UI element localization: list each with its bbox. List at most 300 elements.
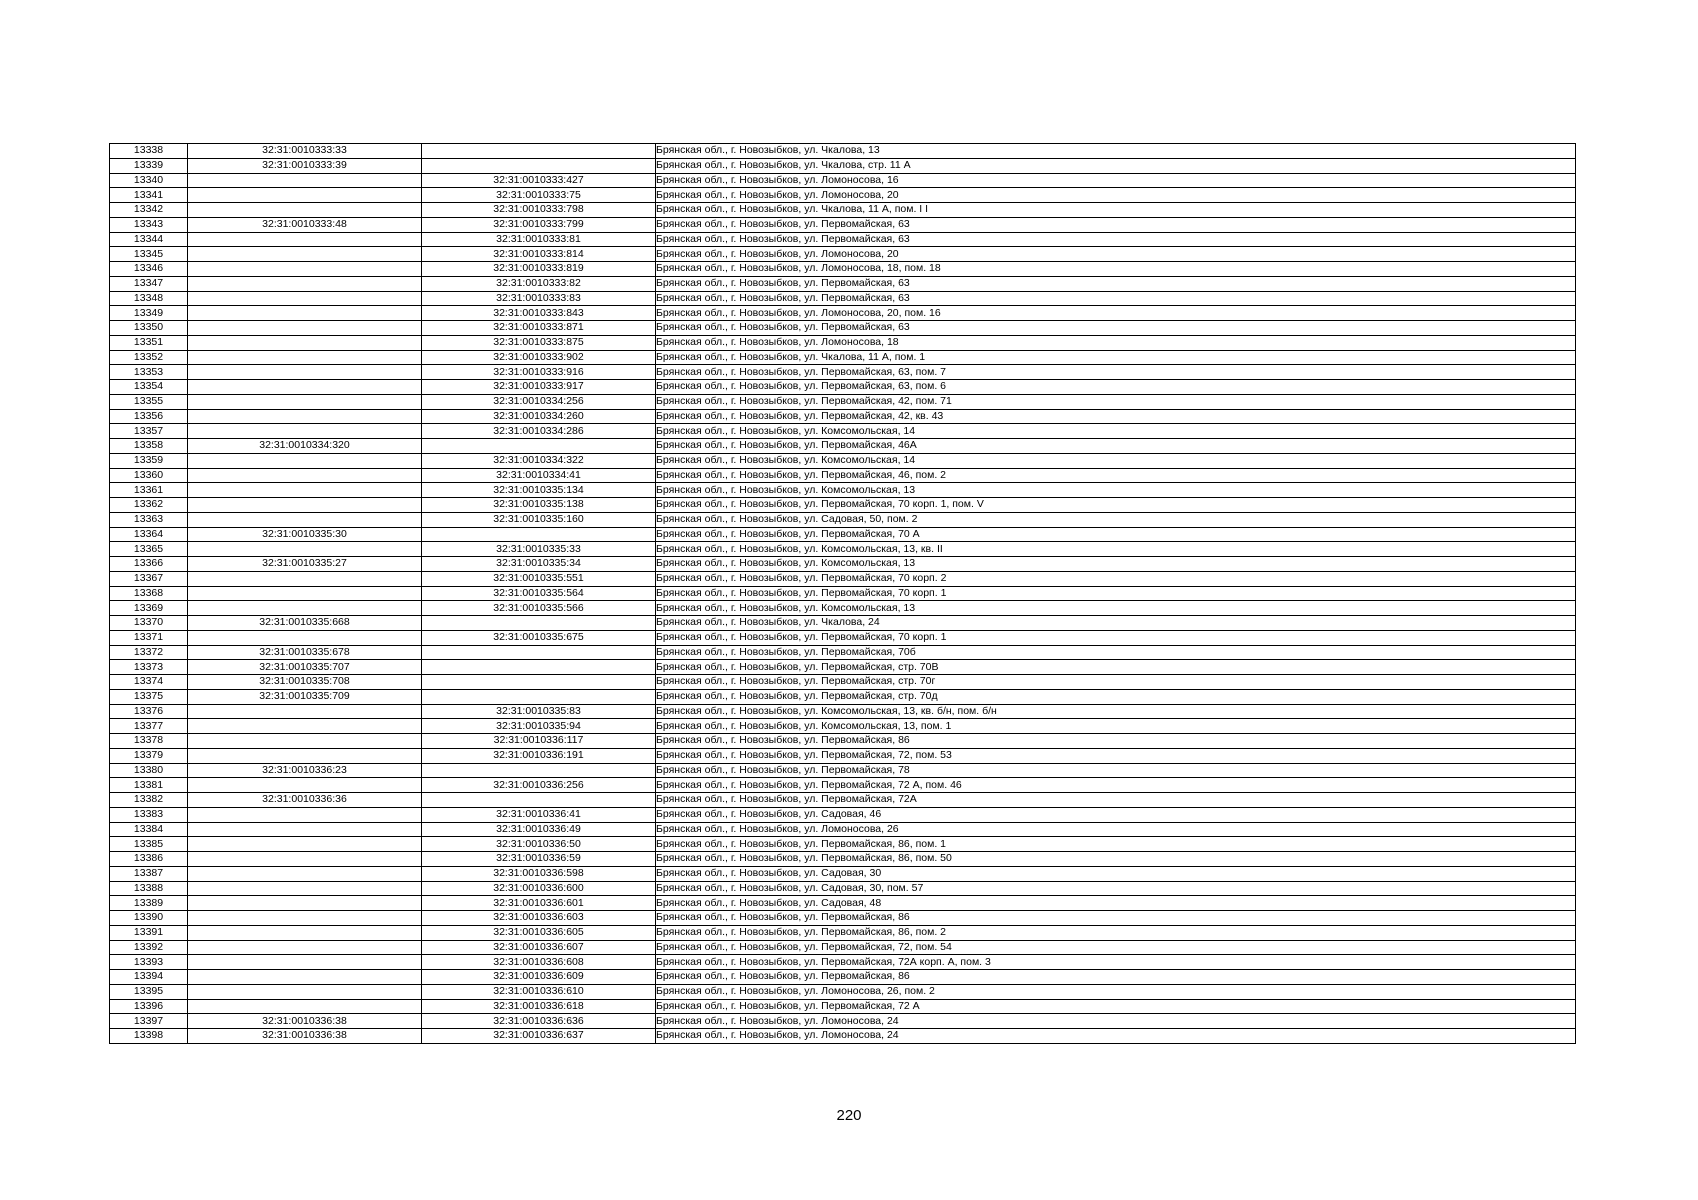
table-row [110, 321, 1576, 336]
object-cadastral-number-cell: 32:31:0010336:598 [422, 866, 656, 881]
object-cadastral-number-cell: 32:31:0010333:917 [422, 380, 656, 395]
row-number-cell: 13366 [110, 557, 188, 572]
page-number: 220 [836, 1107, 862, 1124]
table-row [110, 203, 1576, 218]
row-number-cell: 13388 [110, 881, 188, 896]
address-cell: Брянская обл., г. Новозыбков, ул. Чкалова, 24 [656, 616, 1576, 631]
row-number-cell: 13376 [110, 704, 188, 719]
row-number-cell: 13395 [110, 984, 188, 999]
row-number-cell: 13347 [110, 276, 188, 291]
address-cell: Брянская обл., г. Новозыбков, ул. Ломоносова, 18 [656, 335, 1576, 350]
cadastral-number-cell [188, 866, 422, 881]
address-cell: Брянская обл., г. Новозыбков, ул. Первомайская, 72А [656, 793, 1576, 808]
object-cadastral-number-cell [422, 675, 656, 690]
cadastral-number-cell [188, 940, 422, 955]
address-cell: Брянская обл., г. Новозыбков, ул. Первомайская, 63 [656, 232, 1576, 247]
object-cadastral-number-cell: 32:31:0010333:871 [422, 321, 656, 336]
object-cadastral-number-cell: 32:31:0010336:618 [422, 999, 656, 1014]
object-cadastral-number-cell: 32:31:0010335:138 [422, 498, 656, 513]
object-cadastral-number-cell: 32:31:0010333:81 [422, 232, 656, 247]
object-cadastral-number-cell: 32:31:0010336:117 [422, 734, 656, 749]
address-cell: Брянская обл., г. Новозыбков, ул. Чкалова, 11 А, пом. 1 [656, 350, 1576, 365]
cadastral-number-cell [188, 586, 422, 601]
table-row [110, 557, 1576, 572]
cadastral-number-cell [188, 409, 422, 424]
address-cell: Брянская обл., г. Новозыбков, ул. Первомайская, 70б [656, 645, 1576, 660]
row-number-cell: 13344 [110, 232, 188, 247]
row-number-cell: 13378 [110, 734, 188, 749]
table-row [110, 144, 1576, 159]
object-cadastral-number-cell: 32:31:0010335:160 [422, 512, 656, 527]
address-cell: Брянская обл., г. Новозыбков, ул. Первомайская, 72А корп. А, пом. 3 [656, 955, 1576, 970]
table-row [110, 645, 1576, 660]
row-number-cell: 13379 [110, 748, 188, 763]
table-row [110, 453, 1576, 468]
object-cadastral-number-cell: 32:31:0010333:75 [422, 188, 656, 203]
cadastral-number-cell [188, 911, 422, 926]
object-cadastral-number-cell: 32:31:0010335:551 [422, 571, 656, 586]
table-row [110, 483, 1576, 498]
row-number-cell: 13353 [110, 365, 188, 380]
row-number-cell: 13387 [110, 866, 188, 881]
object-cadastral-number-cell: 32:31:0010336:49 [422, 822, 656, 837]
row-number-cell: 13363 [110, 512, 188, 527]
row-number-cell: 13383 [110, 807, 188, 822]
object-cadastral-number-cell: 32:31:0010335:566 [422, 601, 656, 616]
row-number-cell: 13396 [110, 999, 188, 1014]
registry-table-body [110, 144, 1576, 1044]
table-row [110, 542, 1576, 557]
cadastral-number-cell [188, 453, 422, 468]
row-number-cell: 13351 [110, 335, 188, 350]
cadastral-number-cell: 32:31:0010335:30 [188, 527, 422, 542]
table-row [110, 630, 1576, 645]
cadastral-number-cell: 32:31:0010335:708 [188, 675, 422, 690]
table-row [110, 424, 1576, 439]
cadastral-number-cell [188, 852, 422, 867]
table-row [110, 911, 1576, 926]
cadastral-number-cell [188, 999, 422, 1014]
cadastral-number-cell [188, 424, 422, 439]
table-row [110, 660, 1576, 675]
object-cadastral-number-cell: 32:31:0010336:256 [422, 778, 656, 793]
address-cell: Брянская обл., г. Новозыбков, ул. Комсомольская, 13 [656, 601, 1576, 616]
row-number-cell: 13360 [110, 468, 188, 483]
cadastral-number-cell: 32:31:0010335:678 [188, 645, 422, 660]
row-number-cell: 13349 [110, 306, 188, 321]
table-row [110, 1029, 1576, 1044]
cadastral-number-cell [188, 247, 422, 262]
table-row [110, 409, 1576, 424]
object-cadastral-number-cell: 32:31:0010336:603 [422, 911, 656, 926]
row-number-cell: 13397 [110, 1014, 188, 1029]
cadastral-number-cell [188, 306, 422, 321]
object-cadastral-number-cell: 32:31:0010333:902 [422, 350, 656, 365]
address-cell: Брянская обл., г. Новозыбков, ул. Комсомольская, 13 [656, 483, 1576, 498]
address-cell: Брянская обл., г. Новозыбков, ул. Первомайская, стр. 70г [656, 675, 1576, 690]
table-row [110, 335, 1576, 350]
table-row [110, 616, 1576, 631]
object-cadastral-number-cell [422, 527, 656, 542]
object-cadastral-number-cell: 32:31:0010336:41 [422, 807, 656, 822]
address-cell: Брянская обл., г. Новозыбков, ул. Комсомольская, 14 [656, 424, 1576, 439]
address-cell: Брянская обл., г. Новозыбков, ул. Первомайская, 63 [656, 276, 1576, 291]
table-row [110, 380, 1576, 395]
address-cell: Брянская обл., г. Новозыбков, ул. Ломоносова, 26, пом. 2 [656, 984, 1576, 999]
object-cadastral-number-cell: 32:31:0010336:636 [422, 1014, 656, 1029]
row-number-cell: 13371 [110, 630, 188, 645]
row-number-cell: 13352 [110, 350, 188, 365]
address-cell: Брянская обл., г. Новозыбков, ул. Ломоносова, 26 [656, 822, 1576, 837]
object-cadastral-number-cell [422, 660, 656, 675]
cadastral-number-cell: 32:31:0010335:707 [188, 660, 422, 675]
object-cadastral-number-cell: 32:31:0010336:610 [422, 984, 656, 999]
table-row [110, 276, 1576, 291]
object-cadastral-number-cell: 32:31:0010336:605 [422, 925, 656, 940]
object-cadastral-number-cell: 32:31:0010336:191 [422, 748, 656, 763]
object-cadastral-number-cell: 32:31:0010333:814 [422, 247, 656, 262]
table-row [110, 247, 1576, 262]
object-cadastral-number-cell: 32:31:0010335:675 [422, 630, 656, 645]
cadastral-number-cell [188, 822, 422, 837]
table-row [110, 571, 1576, 586]
cadastral-number-cell [188, 970, 422, 985]
row-number-cell: 13398 [110, 1029, 188, 1044]
row-number-cell: 13350 [110, 321, 188, 336]
object-cadastral-number-cell: 32:31:0010333:799 [422, 217, 656, 232]
table-row [110, 999, 1576, 1014]
address-cell: Брянская обл., г. Новозыбков, ул. Первомайская, 70 корп. 2 [656, 571, 1576, 586]
object-cadastral-number-cell: 32:31:0010334:322 [422, 453, 656, 468]
address-cell: Брянская обл., г. Новозыбков, ул. Первомайская, 86 [656, 911, 1576, 926]
table-row [110, 350, 1576, 365]
address-cell: Брянская обл., г. Новозыбков, ул. Ломоносова, 24 [656, 1014, 1576, 1029]
address-cell: Брянская обл., г. Новозыбков, ул. Ломоносова, 20 [656, 188, 1576, 203]
row-number-cell: 13390 [110, 911, 188, 926]
object-cadastral-number-cell: 32:31:0010333:83 [422, 291, 656, 306]
object-cadastral-number-cell: 32:31:0010335:83 [422, 704, 656, 719]
object-cadastral-number-cell: 32:31:0010335:134 [422, 483, 656, 498]
cadastral-number-cell [188, 188, 422, 203]
row-number-cell: 13361 [110, 483, 188, 498]
address-cell: Брянская обл., г. Новозыбков, ул. Первомайская, 70 корп. 1 [656, 586, 1576, 601]
table-row [110, 1014, 1576, 1029]
object-cadastral-number-cell: 32:31:0010333:843 [422, 306, 656, 321]
cadastral-number-cell [188, 173, 422, 188]
address-cell: Брянская обл., г. Новозыбков, ул. Первомайская, 86, пом. 1 [656, 837, 1576, 852]
object-cadastral-number-cell: 32:31:0010336:50 [422, 837, 656, 852]
address-cell: Брянская обл., г. Новозыбков, ул. Первомайская, стр. 70В [656, 660, 1576, 675]
table-row [110, 173, 1576, 188]
row-number-cell: 13339 [110, 158, 188, 173]
table-row [110, 291, 1576, 306]
row-number-cell: 13358 [110, 439, 188, 454]
cadastral-number-cell [188, 925, 422, 940]
cadastral-number-cell [188, 601, 422, 616]
address-cell: Брянская обл., г. Новозыбков, ул. Первомайская, 63, пом. 6 [656, 380, 1576, 395]
cadastral-number-cell [188, 837, 422, 852]
address-cell: Брянская обл., г. Новозыбков, ул. Комсомольская, 13 [656, 557, 1576, 572]
address-cell: Брянская обл., г. Новозыбков, ул. Ломоносова, 16 [656, 173, 1576, 188]
object-cadastral-number-cell: 32:31:0010336:607 [422, 940, 656, 955]
row-number-cell: 13392 [110, 940, 188, 955]
cadastral-number-cell [188, 881, 422, 896]
address-cell: Брянская обл., г. Новозыбков, ул. Первомайская, 63 [656, 217, 1576, 232]
row-number-cell: 13368 [110, 586, 188, 601]
object-cadastral-number-cell: 32:31:0010334:256 [422, 394, 656, 409]
table-row [110, 262, 1576, 277]
cadastral-number-cell: 32:31:0010334:320 [188, 439, 422, 454]
cadastral-number-cell [188, 394, 422, 409]
address-cell: Брянская обл., г. Новозыбков, ул. Первомайская, 86 [656, 734, 1576, 749]
address-cell: Брянская обл., г. Новозыбков, ул. Садовая, 46 [656, 807, 1576, 822]
cadastral-number-cell: 32:31:0010335:668 [188, 616, 422, 631]
table-row [110, 881, 1576, 896]
cadastral-number-cell [188, 984, 422, 999]
cadastral-number-cell [188, 335, 422, 350]
object-cadastral-number-cell [422, 763, 656, 778]
object-cadastral-number-cell [422, 158, 656, 173]
row-number-cell: 13380 [110, 763, 188, 778]
object-cadastral-number-cell: 32:31:0010335:33 [422, 542, 656, 557]
object-cadastral-number-cell [422, 793, 656, 808]
row-number-cell: 13393 [110, 955, 188, 970]
row-number-cell: 13355 [110, 394, 188, 409]
object-cadastral-number-cell: 32:31:0010335:564 [422, 586, 656, 601]
object-cadastral-number-cell: 32:31:0010333:82 [422, 276, 656, 291]
cadastral-number-cell [188, 719, 422, 734]
address-cell: Брянская обл., г. Новозыбков, ул. Комсомольская, 13, пом. 1 [656, 719, 1576, 734]
row-number-cell: 13391 [110, 925, 188, 940]
object-cadastral-number-cell: 32:31:0010334:286 [422, 424, 656, 439]
row-number-cell: 13365 [110, 542, 188, 557]
row-number-cell: 13386 [110, 852, 188, 867]
row-number-cell: 13367 [110, 571, 188, 586]
object-cadastral-number-cell: 32:31:0010335:34 [422, 557, 656, 572]
address-cell: Брянская обл., г. Новозыбков, ул. Первомайская, 70 корп. 1, пом. V [656, 498, 1576, 513]
address-cell: Брянская обл., г. Новозыбков, ул. Первомайская, 42, пом. 71 [656, 394, 1576, 409]
table-row [110, 306, 1576, 321]
row-number-cell: 13381 [110, 778, 188, 793]
table-row [110, 232, 1576, 247]
table-row [110, 793, 1576, 808]
cadastral-number-cell: 32:31:0010336:36 [188, 793, 422, 808]
object-cadastral-number-cell: 32:31:0010333:819 [422, 262, 656, 277]
table-row [110, 852, 1576, 867]
address-cell: Брянская обл., г. Новозыбков, ул. Садовая, 50, пом. 2 [656, 512, 1576, 527]
address-cell: Брянская обл., г. Новозыбков, ул. Первомайская, 72 А [656, 999, 1576, 1014]
cadastral-number-cell [188, 321, 422, 336]
cadastral-number-cell [188, 468, 422, 483]
address-cell: Брянская обл., г. Новозыбков, ул. Садовая, 30 [656, 866, 1576, 881]
row-number-cell: 13377 [110, 719, 188, 734]
cadastral-number-cell [188, 483, 422, 498]
address-cell: Брянская обл., г. Новозыбков, ул. Ломоносова, 20, пом. 16 [656, 306, 1576, 321]
cadastral-number-cell [188, 365, 422, 380]
table-row [110, 748, 1576, 763]
row-number-cell: 13362 [110, 498, 188, 513]
address-cell: Брянская обл., г. Новозыбков, ул. Чкалова, 13 [656, 144, 1576, 159]
object-cadastral-number-cell: 32:31:0010333:798 [422, 203, 656, 218]
row-number-cell: 13340 [110, 173, 188, 188]
object-cadastral-number-cell: 32:31:0010334:41 [422, 468, 656, 483]
address-cell: Брянская обл., г. Новозыбков, ул. Первомайская, 72, пом. 53 [656, 748, 1576, 763]
cadastral-number-cell [188, 291, 422, 306]
table-row [110, 217, 1576, 232]
row-number-cell: 13364 [110, 527, 188, 542]
address-cell: Брянская обл., г. Новозыбков, ул. Чкалова, стр. 11 А [656, 158, 1576, 173]
table-row [110, 675, 1576, 690]
address-cell: Брянская обл., г. Новозыбков, ул. Комсомольская, 14 [656, 453, 1576, 468]
table-row [110, 866, 1576, 881]
object-cadastral-number-cell: 32:31:0010336:609 [422, 970, 656, 985]
row-number-cell: 13369 [110, 601, 188, 616]
cadastral-number-cell [188, 571, 422, 586]
address-cell: Брянская обл., г. Новозыбков, ул. Первомайская, 46, пом. 2 [656, 468, 1576, 483]
cadastral-number-cell [188, 955, 422, 970]
row-number-cell: 13394 [110, 970, 188, 985]
cadastral-number-cell [188, 380, 422, 395]
object-cadastral-number-cell [422, 439, 656, 454]
row-number-cell: 13382 [110, 793, 188, 808]
address-cell: Брянская обл., г. Новозыбков, ул. Первомайская, 70 А [656, 527, 1576, 542]
cadastral-number-cell: 32:31:0010333:39 [188, 158, 422, 173]
table-row [110, 689, 1576, 704]
table-row [110, 527, 1576, 542]
address-cell: Брянская обл., г. Новозыбков, ул. Ломоносова, 20 [656, 247, 1576, 262]
table-row [110, 439, 1576, 454]
table-row [110, 763, 1576, 778]
object-cadastral-number-cell: 32:31:0010336:59 [422, 852, 656, 867]
address-cell: Брянская обл., г. Новозыбков, ул. Садовая, 48 [656, 896, 1576, 911]
property-registry-table [109, 143, 1576, 1044]
row-number-cell: 13348 [110, 291, 188, 306]
cadastral-number-cell: 32:31:0010336:23 [188, 763, 422, 778]
row-number-cell: 13346 [110, 262, 188, 277]
address-cell: Брянская обл., г. Новозыбков, ул. Первомайская, 42, кв. 43 [656, 409, 1576, 424]
table-row [110, 778, 1576, 793]
row-number-cell: 13338 [110, 144, 188, 159]
address-cell: Брянская обл., г. Новозыбков, ул. Первомайская, 46А [656, 439, 1576, 454]
object-cadastral-number-cell: 32:31:0010336:600 [422, 881, 656, 896]
row-number-cell: 13356 [110, 409, 188, 424]
address-cell: Брянская обл., г. Новозыбков, ул. Комсомольская, 13, кв. б/н, пом. б/н [656, 704, 1576, 719]
cadastral-number-cell [188, 203, 422, 218]
address-cell: Брянская обл., г. Новозыбков, ул. Первомайская, стр. 70д [656, 689, 1576, 704]
address-cell: Брянская обл., г. Новозыбков, ул. Комсомольская, 13, кв. II [656, 542, 1576, 557]
row-number-cell: 13357 [110, 424, 188, 439]
row-number-cell: 13385 [110, 837, 188, 852]
cadastral-number-cell [188, 276, 422, 291]
row-number-cell: 13375 [110, 689, 188, 704]
cadastral-number-cell: 32:31:0010335:709 [188, 689, 422, 704]
row-number-cell: 13343 [110, 217, 188, 232]
address-cell: Брянская обл., г. Новозыбков, ул. Первомайская, 78 [656, 763, 1576, 778]
table-row [110, 468, 1576, 483]
object-cadastral-number-cell [422, 645, 656, 660]
table-row [110, 512, 1576, 527]
table-row [110, 940, 1576, 955]
address-cell: Брянская обл., г. Новозыбков, ул. Садовая, 30, пом. 57 [656, 881, 1576, 896]
object-cadastral-number-cell [422, 144, 656, 159]
address-cell: Брянская обл., г. Новозыбков, ул. Первомайская, 72, пом. 54 [656, 940, 1576, 955]
object-cadastral-number-cell: 32:31:0010336:608 [422, 955, 656, 970]
table-row [110, 498, 1576, 513]
table-row [110, 704, 1576, 719]
address-cell: Брянская обл., г. Новозыбков, ул. Первомайская, 86, пом. 50 [656, 852, 1576, 867]
cadastral-number-cell [188, 778, 422, 793]
cadastral-number-cell [188, 896, 422, 911]
address-cell: Брянская обл., г. Новозыбков, ул. Первомайская, 63 [656, 321, 1576, 336]
object-cadastral-number-cell: 32:31:0010336:601 [422, 896, 656, 911]
cadastral-number-cell [188, 542, 422, 557]
address-cell: Брянская обл., г. Новозыбков, ул. Чкалова, 11 А, пом. I I [656, 203, 1576, 218]
cadastral-number-cell: 32:31:0010336:38 [188, 1029, 422, 1044]
object-cadastral-number-cell: 32:31:0010334:260 [422, 409, 656, 424]
address-cell: Брянская обл., г. Новозыбков, ул. Ломоносова, 24 [656, 1029, 1576, 1044]
table-row [110, 601, 1576, 616]
table-row [110, 984, 1576, 999]
cadastral-number-cell [188, 350, 422, 365]
address-cell: Брянская обл., г. Новозыбков, ул. Первомайская, 70 корп. 1 [656, 630, 1576, 645]
row-number-cell: 13345 [110, 247, 188, 262]
cadastral-number-cell [188, 748, 422, 763]
row-number-cell: 13373 [110, 660, 188, 675]
cadastral-number-cell: 32:31:0010333:33 [188, 144, 422, 159]
object-cadastral-number-cell: 32:31:0010333:427 [422, 173, 656, 188]
address-cell: Брянская обл., г. Новозыбков, ул. Первомайская, 86 [656, 970, 1576, 985]
row-number-cell: 13342 [110, 203, 188, 218]
cadastral-number-cell [188, 512, 422, 527]
row-number-cell: 13370 [110, 616, 188, 631]
object-cadastral-number-cell [422, 616, 656, 631]
table-row [110, 925, 1576, 940]
table-row [110, 188, 1576, 203]
cadastral-number-cell [188, 734, 422, 749]
table-row [110, 586, 1576, 601]
object-cadastral-number-cell: 32:31:0010335:94 [422, 719, 656, 734]
row-number-cell: 13384 [110, 822, 188, 837]
table-row [110, 734, 1576, 749]
table-row [110, 365, 1576, 380]
cadastral-number-cell [188, 498, 422, 513]
row-number-cell: 13359 [110, 453, 188, 468]
row-number-cell: 13372 [110, 645, 188, 660]
row-number-cell: 13354 [110, 380, 188, 395]
cadastral-number-cell [188, 630, 422, 645]
row-number-cell: 13374 [110, 675, 188, 690]
table-row [110, 896, 1576, 911]
cadastral-number-cell: 32:31:0010333:48 [188, 217, 422, 232]
table-row [110, 158, 1576, 173]
cadastral-number-cell [188, 232, 422, 247]
object-cadastral-number-cell: 32:31:0010333:875 [422, 335, 656, 350]
table-row [110, 807, 1576, 822]
cadastral-number-cell [188, 807, 422, 822]
address-cell: Брянская обл., г. Новозыбков, ул. Первомайская, 72 А, пом. 46 [656, 778, 1576, 793]
table-row [110, 822, 1576, 837]
cadastral-number-cell: 32:31:0010335:27 [188, 557, 422, 572]
table-row [110, 837, 1576, 852]
cadastral-number-cell [188, 704, 422, 719]
row-number-cell: 13389 [110, 896, 188, 911]
table-row [110, 955, 1576, 970]
cadastral-number-cell: 32:31:0010336:38 [188, 1014, 422, 1029]
address-cell: Брянская обл., г. Новозыбков, ул. Первомайская, 63, пом. 7 [656, 365, 1576, 380]
table-row [110, 719, 1576, 734]
object-cadastral-number-cell: 32:31:0010336:637 [422, 1029, 656, 1044]
table-row [110, 970, 1576, 985]
